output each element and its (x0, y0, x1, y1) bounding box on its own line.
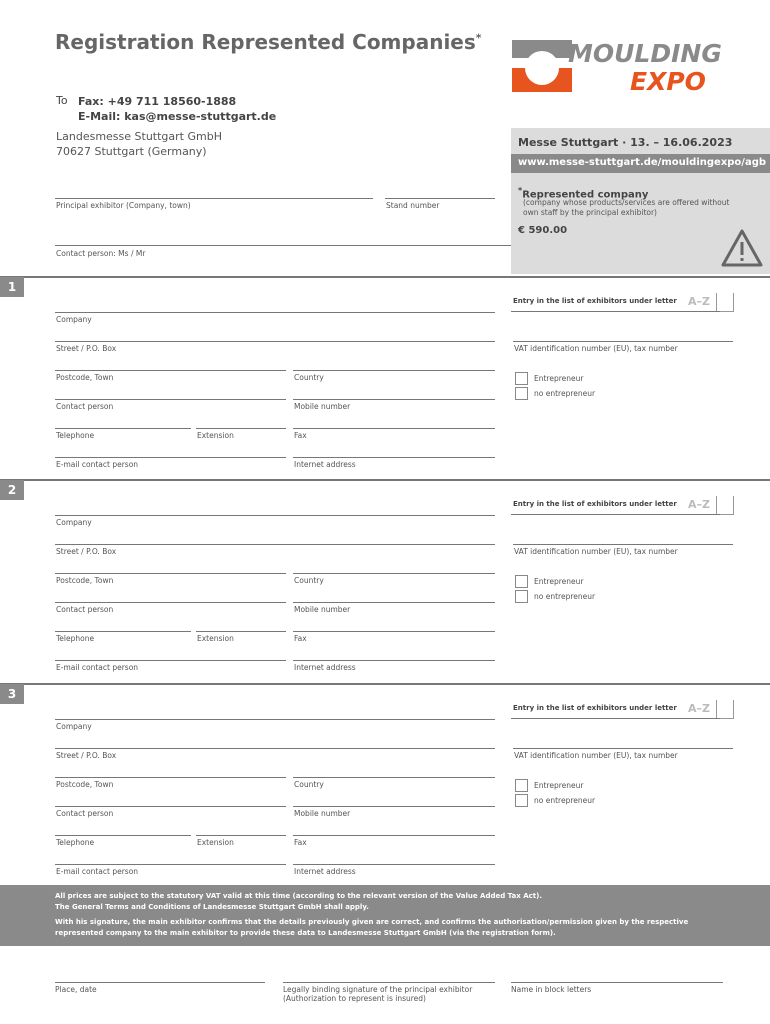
company-line[interactable] (55, 719, 495, 720)
street-label: Street / P.O. Box (56, 751, 117, 760)
country-label: Country (294, 576, 324, 585)
entrepreneur-checkbox[interactable] (515, 575, 528, 588)
section-divider (0, 479, 770, 481)
principal-exhibitor-line[interactable] (55, 198, 373, 199)
entrepreneur-label: Entrepreneur (534, 781, 584, 790)
az-indicator: A–Z (688, 702, 710, 715)
company-label: Company (56, 722, 92, 731)
extension-line[interactable] (196, 631, 286, 632)
entry-letter-label: Entry in the list of exhibitors under letter (513, 500, 677, 508)
extension-label: Extension (197, 634, 234, 643)
postcode-town-line[interactable] (55, 573, 286, 574)
entrepreneur-checkbox[interactable] (515, 779, 528, 792)
az-indicator: A–Z (688, 498, 710, 511)
internet-address-label: Internet address (294, 663, 356, 672)
mobile-number-line[interactable] (293, 806, 495, 807)
confirmation-note: With his signature, the main exhibitor confirms that the details previously given are correct, and confirms the authorisation/permission given by the respective represented company to the main exhibitor to provide these data to Landesmesse Stuttgart GmbH (via the registration form). (55, 918, 689, 937)
entry-letter-label: Entry in the list of exhibitors under letter (513, 297, 677, 305)
street-line[interactable] (55, 544, 495, 545)
recipient-contact (78, 94, 276, 124)
az-indicator: A–Z (688, 295, 710, 308)
no-entrepreneur-label: no entrepreneur (534, 796, 596, 805)
fax-label: Fax (294, 634, 307, 643)
letter-input[interactable] (716, 293, 734, 312)
org-city: 70627 Stuttgart (Germany) (56, 145, 207, 158)
mobile-number-label: Mobile number (294, 809, 351, 818)
entry-letter-line[interactable] (511, 718, 720, 719)
telephone-label: Telephone (56, 634, 95, 643)
fair-title: Messe Stuttgart · 13. – 16.06.2023 (518, 136, 733, 149)
no-entrepreneur-label: no entrepreneur (534, 592, 596, 601)
warning-icon (720, 228, 764, 268)
postcode-town-line[interactable] (55, 370, 286, 371)
fax-line[interactable] (293, 631, 495, 632)
vat-number-line[interactable] (513, 341, 733, 342)
vat-number-line[interactable] (513, 748, 733, 749)
fax-label: Fax (294, 431, 307, 440)
street-line[interactable] (55, 341, 495, 342)
terms-url[interactable]: www.messe-stuttgart.de/mouldingexpo/agb (518, 157, 767, 168)
price: € 590.00 (518, 225, 568, 236)
entrepreneur-label: Entrepreneur (534, 374, 584, 383)
street-label: Street / P.O. Box (56, 344, 117, 353)
letter-input[interactable] (716, 496, 734, 515)
letter-input[interactable] (716, 700, 734, 719)
place-date-label: Place, date (55, 985, 97, 994)
contact-person-line[interactable] (55, 602, 286, 603)
contact-person-line[interactable] (55, 806, 286, 807)
email-contact-line[interactable] (55, 457, 286, 458)
mobile-number-line[interactable] (293, 399, 495, 400)
moulding-expo-logo (512, 38, 744, 96)
internet-address-line[interactable] (293, 864, 495, 865)
no-entrepreneur-checkbox[interactable] (515, 387, 528, 400)
telephone-line[interactable] (55, 835, 191, 836)
mobile-number-line[interactable] (293, 602, 495, 603)
stand-number-line[interactable] (385, 198, 495, 199)
entrepreneur-checkbox[interactable] (515, 372, 528, 385)
country-label: Country (294, 373, 324, 382)
signature-label: Legally binding signature of the principal exhibitor (Authorization to represent is insured) (283, 985, 473, 1003)
postcode-town-label: Postcode, Town (56, 373, 114, 382)
no-entrepreneur-checkbox[interactable] (515, 590, 528, 603)
entrepreneur-label: Entrepreneur (534, 577, 584, 586)
country-label: Country (294, 780, 324, 789)
extension-label: Extension (197, 838, 234, 847)
entry-letter-line[interactable] (511, 514, 720, 515)
telephone-line[interactable] (55, 428, 191, 429)
country-line[interactable] (293, 370, 495, 371)
org-name: Landesmesse Stuttgart GmbH (56, 130, 222, 143)
section-divider (0, 683, 770, 685)
signature-line[interactable] (283, 982, 495, 983)
logo-text-bottom: EXPO (630, 67, 706, 96)
vat-number-label: VAT identification number (EU), tax number (514, 547, 678, 556)
contact-person-line[interactable] (55, 245, 511, 246)
country-line[interactable] (293, 777, 495, 778)
email-contact-label: E-mail contact person (56, 663, 139, 672)
postcode-town-label: Postcode, Town (56, 780, 114, 789)
contact-person-label: Contact person (56, 402, 114, 411)
postcode-town-line[interactable] (55, 777, 286, 778)
section-divider (0, 276, 770, 278)
fax-label: Fax (294, 838, 307, 847)
vat-number-line[interactable] (513, 544, 733, 545)
extension-line[interactable] (196, 428, 286, 429)
principal-exhibitor-label: Principal exhibitor (Company, town) (56, 201, 191, 210)
extension-line[interactable] (196, 835, 286, 836)
contact-person-label: Contact person (56, 605, 114, 614)
place-date-line[interactable] (55, 982, 265, 983)
internet-address-label: Internet address (294, 867, 356, 876)
contact-person-line[interactable] (55, 399, 286, 400)
section-number: 2 (0, 480, 24, 500)
contact-person-label: Contact person (56, 809, 114, 818)
company-line[interactable] (55, 312, 495, 313)
page-title: Registration Represented Companies* (55, 30, 482, 54)
section-number: 3 (0, 684, 24, 704)
postcode-town-label: Postcode, Town (56, 576, 114, 585)
represented-company-desc: (company whose products/services are offered without own staff by the principal exhibitor) (523, 198, 730, 217)
telephone-label: Telephone (56, 431, 95, 440)
terms-note: The General Terms and Conditions of Landesmesse Stuttgart GmbH shall apply. (55, 903, 369, 911)
fax-number: Fax: +49 711 18560-1888 (78, 95, 237, 108)
email-contact-label: E-mail contact person (56, 460, 139, 469)
email-contact-line[interactable] (55, 660, 286, 661)
recipient-address (56, 129, 222, 159)
company-label: Company (56, 518, 92, 527)
internet-address-line[interactable] (293, 660, 495, 661)
mobile-number-label: Mobile number (294, 605, 351, 614)
no-entrepreneur-checkbox[interactable] (515, 794, 528, 807)
email-contact-line[interactable] (55, 864, 286, 865)
telephone-line[interactable] (55, 631, 191, 632)
vat-number-label: VAT identification number (EU), tax number (514, 751, 678, 760)
extension-label: Extension (197, 431, 234, 440)
email-contact-label: E-mail contact person (56, 867, 139, 876)
internet-address-label: Internet address (294, 460, 356, 469)
contact-person-label: Contact person: Ms / Mr (56, 249, 146, 258)
name-block-label: Name in block letters (511, 985, 592, 994)
to-label: To (56, 94, 68, 107)
vat-note: All prices are subject to the statutory VAT valid at this time (according to the relevant version of the Value Added Tax Act). (55, 892, 542, 900)
company-line[interactable] (55, 515, 495, 516)
street-label: Street / P.O. Box (56, 547, 117, 556)
fax-line[interactable] (293, 835, 495, 836)
terms-footer (0, 885, 770, 946)
internet-address-line[interactable] (293, 457, 495, 458)
represented-company-title: *Represented company (518, 186, 649, 201)
mobile-number-label: Mobile number (294, 402, 351, 411)
logo-text-top: MOULDING (568, 39, 722, 68)
fax-line[interactable] (293, 428, 495, 429)
vat-number-label: VAT identification number (EU), tax number (514, 344, 678, 353)
entry-letter-line[interactable] (511, 311, 720, 312)
street-line[interactable] (55, 748, 495, 749)
no-entrepreneur-label: no entrepreneur (534, 389, 596, 398)
telephone-label: Telephone (56, 838, 95, 847)
stand-number-label: Stand number (386, 201, 440, 210)
company-label: Company (56, 315, 92, 324)
section-number: 1 (0, 277, 24, 297)
entry-letter-label: Entry in the list of exhibitors under letter (513, 704, 677, 712)
country-line[interactable] (293, 573, 495, 574)
name-block-line[interactable] (511, 982, 723, 983)
email-address: E-Mail: kas@messe-stuttgart.de (78, 110, 277, 123)
